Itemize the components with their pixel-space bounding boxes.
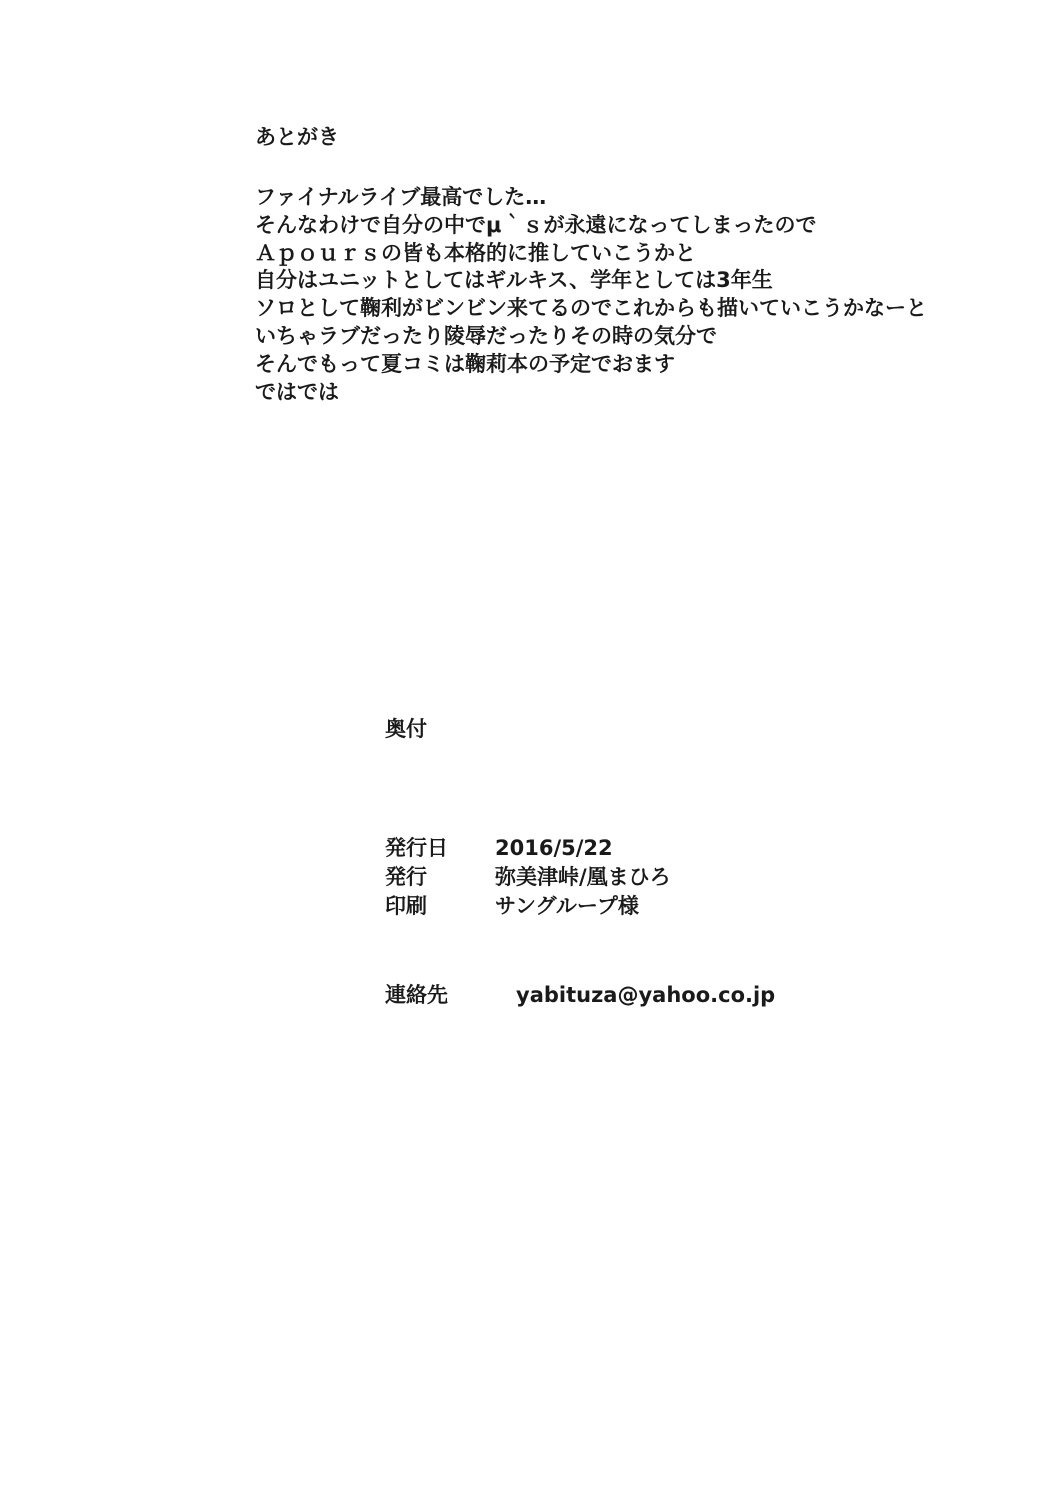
publication-info bbox=[385, 834, 1005, 921]
afterword-line: いちゃラブだったり陵辱だったりその時の気分で bbox=[255, 323, 717, 348]
afterword-line: そんでもって夏コミは鞠莉本の予定でおます bbox=[255, 351, 675, 376]
afterword-line: Ａｐｏｕｒｓの皆も本格的に推していこうかと bbox=[255, 240, 696, 265]
info-value: サングループ様 bbox=[495, 894, 639, 918]
contact-row bbox=[385, 980, 775, 1010]
info-label: 発行 bbox=[385, 865, 427, 889]
afterword-title: あとがき bbox=[255, 125, 339, 149]
colophon-title: 奥付 bbox=[385, 717, 427, 741]
afterword-line: ソロとして鞠利がビンビン来てるのでこれからも描いていこうかなーと bbox=[255, 296, 927, 321]
afterword-line: ファイナルライブ最高でした… bbox=[255, 185, 547, 209]
afterword-body bbox=[255, 184, 1015, 406]
info-label: 印刷 bbox=[385, 894, 427, 918]
info-value: 2016/5/22 bbox=[495, 836, 613, 860]
info-row-publisher bbox=[385, 863, 1005, 892]
info-row-printer bbox=[385, 892, 1005, 921]
contact-email[interactable]: yabituza@yahoo.co.jp bbox=[516, 983, 776, 1007]
info-value: 弥美津峠/凰まひろ bbox=[495, 865, 671, 889]
afterword-line: 自分はユニットとしてはギルキス、学年としては3年生 bbox=[255, 268, 773, 293]
afterword-section bbox=[255, 122, 1015, 406]
afterword-line: そんなわけで自分の中でμ｀ｓが永遠になってしまったので bbox=[255, 212, 817, 237]
afterword-line: ではでは bbox=[255, 379, 339, 404]
colophon-section bbox=[385, 714, 1005, 1007]
info-row-date bbox=[385, 834, 1005, 863]
info-label: 発行日 bbox=[385, 836, 448, 860]
contact-label: 連絡先 bbox=[385, 983, 448, 1007]
